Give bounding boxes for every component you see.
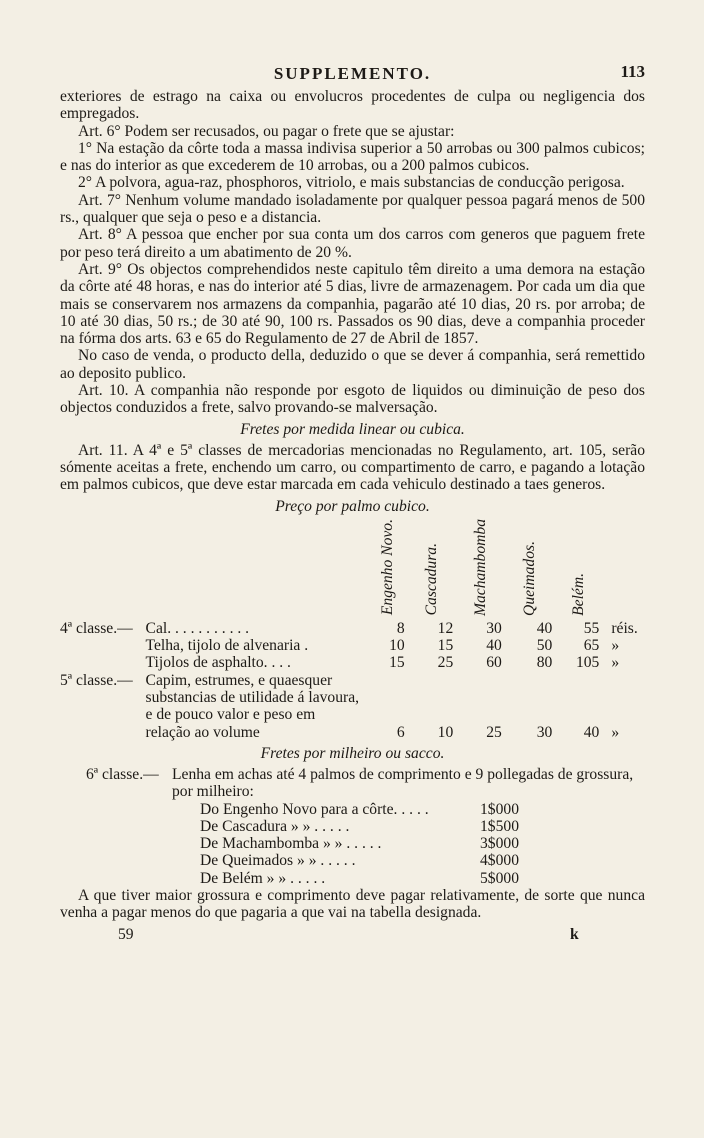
subheading-price-per-palm: Preço por palmo cubico. [275,497,430,515]
col-header: Cascadura. [423,543,441,616]
cell: 105 [575,654,600,672]
cell: 50 [536,637,553,655]
table-row [86,766,645,801]
table-header-row [60,519,645,620]
table-row [60,637,645,654]
cell: 40 [536,619,553,637]
row-label: De Machambomba » » . . . . . [200,835,382,853]
cell: 15 [437,637,454,655]
cell: 80 [536,654,553,672]
class-label: 4ª classe.— [60,619,133,637]
cell: 30 [486,619,502,637]
paragraph-art11: Art. 11. A 4ª e 5ª classes de mercadorias mencionadas no Regulamento, art. 105, serão sómente aceitas a frete, enchendo um carro, ou compartimento de carro, e pagando a lotação em palmos cubicos, que deve estar marcada em cada vehiculo destinado a taes generos. [60,441,645,494]
col-header: Machambomba [471,518,489,616]
cell: 12 [437,619,454,637]
paragraph-art9-sale: No caso de venda, o producto della, deduzido o que se dever á companhia, será remettido ao deposito publico. [60,347,645,382]
cell: 55 [583,619,600,637]
cell: 30 [536,723,553,741]
cell: 5$000 [480,869,519,887]
row-label: De Belém » » . . . . . [200,869,326,887]
paragraph-continuation: exteriores de estrago na caixa ou envolucros procedentes de culpa ou negligencia dos empregados. [60,88,645,123]
row-label: Cal. . . . . . . . . . . [145,619,250,637]
paragraph-art6-item1: 1° Na estação da côrte toda a massa indivisa superior a 50 arrobas ou 300 palmos cubicos; e nas do interior as que excederem de 10 arrobas, ou a 200 palmos cubicos. [60,139,645,175]
page-header [60,58,645,88]
cell: 15 [389,654,405,672]
page-number: 113 [620,62,645,81]
paragraph-closing: A que tiver maior grossura e comprimento deve pagar relativamente, de sorte que nunca venha a pagar menos do que pagaria a que vai na tabella designada. [60,887,645,922]
row-label: Lenha em achas até 4 palmos de comprimento e 9 pollegadas de grossura, por milheiro: [172,765,634,801]
table-row [60,654,645,671]
cell: 65 [583,637,600,655]
cell: 6 [396,723,405,741]
cell: 10 [389,637,405,655]
row-label: Tijolos de asphalto. . . . [145,654,291,672]
table-row [86,801,645,818]
paragraph-art7: Art. 7° Nenhum volume mandado isoladamente por qualquer pessoa pagará menos de 500 rs., qualquer que seja o peso e a distancia. [60,191,645,227]
paragraph-art9: Art. 9° Os objectos comprehendidos neste capitulo têm direito a uma demora na estação da côrte até 48 horas, e nas do interior até 5 dias, livre de armazenagem. Por cada um dia que mais se conservarem nos armazens da companhia, pagarão até 10 dias, 20 rs. por arroba; de 10 até 30 dias, 50 rs.; de 30 até 90, 100 rs. Passados os 90 dias, deve a companhia proceder na fórma dos arts. 63 e 65 do Regulamento de 27 de Abril de 1857. [60,260,645,348]
running-title: SUPPLEMENTO. [273,64,432,83]
paragraph-art10: Art. 10. A companhia não responde por esgoto de liquidos ou diminuição de peso dos objectos conduzidos a frete, salvo provando-se malversação. [60,382,645,417]
cell: 40 [486,637,502,655]
paragraph-art6: Art. 6° Podem ser recusados, ou pagar o frete que se ajustar: [78,122,455,140]
row-label: Do Engenho Novo para a côrte. . . . . [200,800,429,818]
section-heading-linear: Fretes por medida linear ou cubica. [240,420,465,438]
table-row [86,835,645,852]
cell: 1$000 [480,800,519,818]
cell: 60 [486,654,502,672]
table-row [60,620,645,637]
page [60,58,645,948]
class-label: 6ª classe.— [86,765,159,783]
page-footer [60,926,645,948]
price-table [60,519,645,741]
text-body [60,88,645,922]
ditto-mark: » [611,723,620,741]
row-label: Capim, estrumes, e quaesquer substancias de utilidade á lavoura, e de pouco valor e peso em relação ao volume [145,671,360,741]
cell: 3$000 [480,835,519,853]
col-header: Belém. [570,572,588,616]
cell: 1$500 [480,817,519,835]
paragraph-art6-item2: 2° A polvora, agua-raz, phosphoros, vitriolo, e mais substancias de conducção perigosa. [78,174,625,192]
unit-label: réis. [611,619,638,637]
class-label: 5ª classe.— [60,671,133,689]
table-row [86,818,645,835]
table-row [86,852,645,869]
cell: 4$000 [480,852,519,870]
row-label: Telha, tijolo de alvenaria . [145,637,309,655]
cell: 25 [486,723,502,741]
row-label: De Queimados » » . . . . . [200,852,356,870]
row-label: De Cascadura » » . . . . . [200,817,350,835]
cell: 10 [437,723,454,741]
cell: 8 [396,619,405,637]
section-heading-milheiro: Fretes por milheiro ou sacco. [260,744,445,762]
ditto-mark: » [611,637,620,655]
cell: 40 [583,723,600,741]
col-header: Engenho Novo. [378,519,396,616]
table-row [86,870,645,887]
signature-number: 59 [118,925,134,943]
table-row [60,672,645,741]
signature-letter: k [570,925,579,943]
firewood-table [86,766,645,887]
col-header: Queimados. [521,540,539,616]
paragraph-art8: Art. 8° A pessoa que encher por sua conta um dos carros com generos que paguem frete por peso terá direito a um abatimento de 20 %. [60,226,645,261]
cell: 25 [437,654,454,672]
ditto-mark: » [611,654,620,672]
